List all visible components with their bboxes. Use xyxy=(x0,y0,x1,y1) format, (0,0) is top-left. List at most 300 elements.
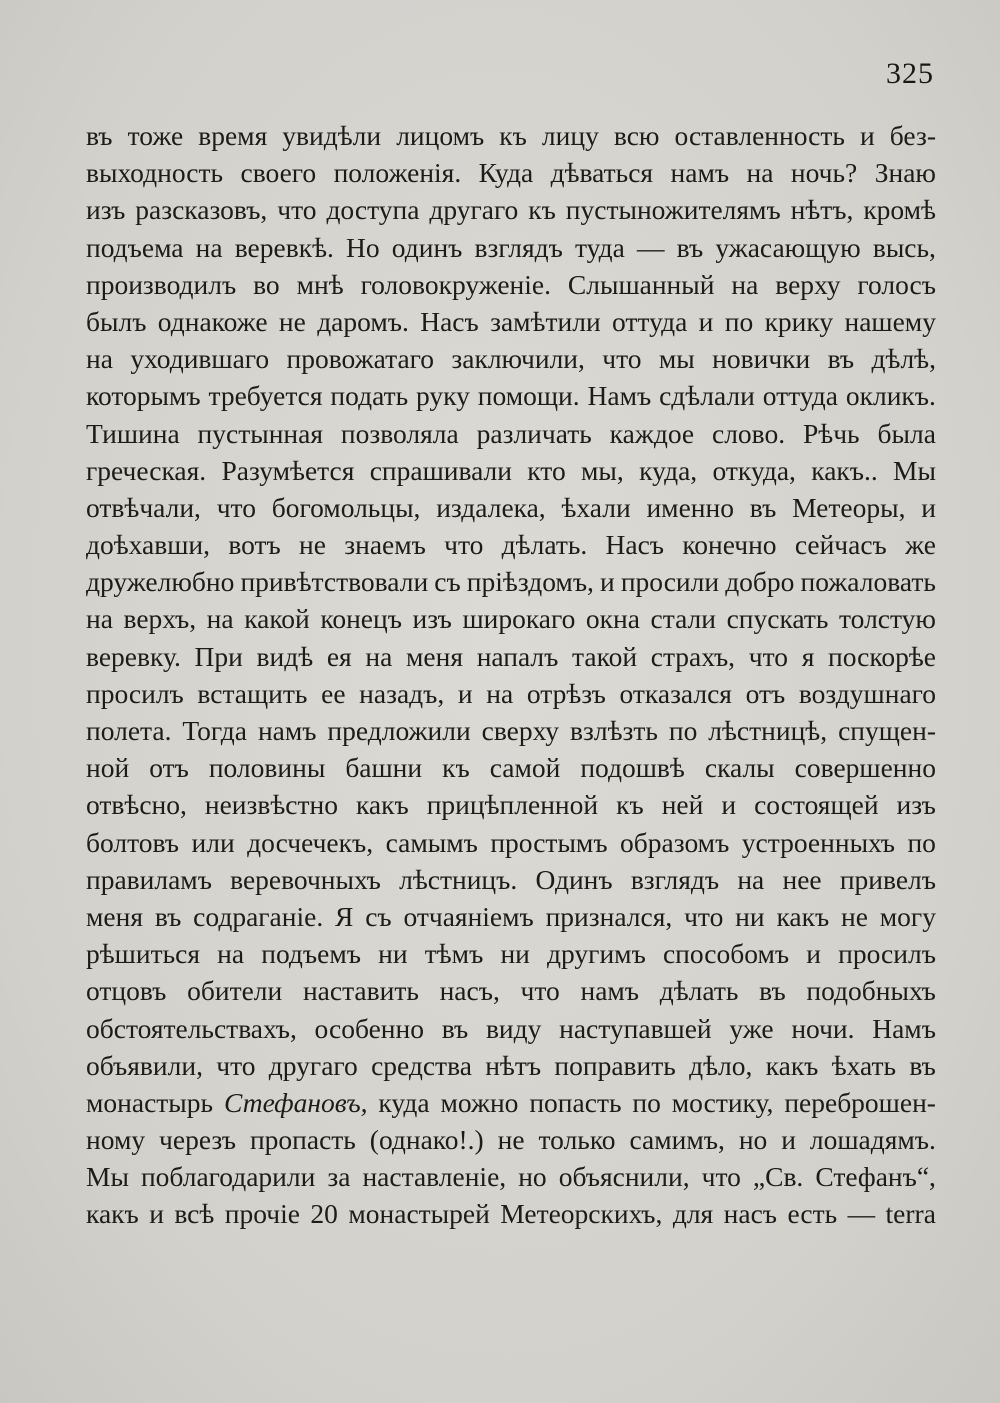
word: мостику, xyxy=(671,1086,774,1118)
word: какъ xyxy=(765,1049,819,1081)
word: пожаловать xyxy=(800,566,936,598)
word: ному xyxy=(86,1124,146,1156)
word: самымъ xyxy=(385,826,478,858)
word: отцовъ xyxy=(86,975,167,1007)
word: увидѣли xyxy=(282,120,382,151)
word: пріѣздомъ, xyxy=(466,566,594,598)
word: объявили, xyxy=(86,1049,203,1081)
word: состоящей xyxy=(754,789,879,821)
text-line xyxy=(86,972,936,1009)
word: лицу xyxy=(541,120,599,151)
word: другаго xyxy=(429,194,519,226)
word: по xyxy=(668,715,698,746)
word: средства xyxy=(371,1049,472,1081)
word: монастырей xyxy=(348,1198,490,1230)
word: уже xyxy=(729,1012,774,1044)
word: другимъ xyxy=(547,938,646,970)
word: что xyxy=(216,491,256,523)
word: воздушнаго xyxy=(798,677,936,709)
word: не xyxy=(278,305,306,337)
word: полета. xyxy=(86,715,172,746)
page-number: 325 xyxy=(886,57,934,90)
word: ней xyxy=(661,789,704,821)
word: ни xyxy=(735,900,765,932)
word: ночи. xyxy=(791,1012,855,1044)
word: пропасть xyxy=(249,1124,356,1156)
word: наступавшей xyxy=(559,1012,712,1044)
word: въ xyxy=(759,975,786,1007)
word: дѣлѣ, xyxy=(871,343,936,375)
word: ее xyxy=(321,677,346,709)
word: сейчасъ xyxy=(794,529,887,561)
word: нашему xyxy=(844,305,936,337)
word: съ xyxy=(434,566,461,598)
word: совершенно xyxy=(794,752,936,784)
word: обстоятельствахъ, xyxy=(86,1012,297,1044)
word: разсказовъ, xyxy=(135,194,268,226)
word: именно xyxy=(646,491,734,523)
word: различать xyxy=(476,417,592,449)
word: Рѣчь xyxy=(803,417,860,449)
word: нѣтъ, xyxy=(790,194,854,226)
word: вотъ xyxy=(228,529,281,561)
word: руку xyxy=(416,380,470,412)
word: лѣстницѣ, xyxy=(708,715,828,746)
word: широкаго xyxy=(462,603,576,635)
word: Намъ xyxy=(872,1012,936,1044)
word: страхъ, xyxy=(650,640,736,672)
word: насъ xyxy=(723,1198,778,1230)
text-line xyxy=(86,303,936,340)
text-line xyxy=(86,1084,936,1121)
word: за xyxy=(327,1161,351,1193)
word: Разумѣется xyxy=(221,454,355,486)
word: переброшен- xyxy=(784,1086,936,1118)
word: была xyxy=(877,417,936,449)
word: всю xyxy=(613,120,660,151)
word: правиламъ xyxy=(86,863,212,895)
word: предложили xyxy=(327,715,471,746)
word: изъ xyxy=(86,194,126,226)
word: мнѣ xyxy=(296,268,344,300)
word: можно xyxy=(440,1086,519,1118)
word: къ xyxy=(616,789,644,821)
word: отъ xyxy=(745,677,786,709)
text-line xyxy=(86,1010,936,1047)
word: спущен- xyxy=(838,715,936,746)
word: или xyxy=(191,826,235,858)
word: привелъ xyxy=(839,863,936,895)
word: и xyxy=(600,566,615,598)
word: производилъ xyxy=(86,268,237,300)
word: половины xyxy=(208,752,326,784)
word: ея xyxy=(326,640,352,672)
word: крику xyxy=(764,305,834,337)
text-line xyxy=(86,154,936,191)
word: верху xyxy=(775,268,841,300)
word: кромѣ xyxy=(863,194,936,226)
word: туда xyxy=(575,231,625,263)
word: откуда, xyxy=(712,454,796,486)
text-line xyxy=(86,861,936,898)
word: въ xyxy=(749,491,777,523)
text-line xyxy=(86,600,936,637)
text-line xyxy=(86,712,936,749)
word: голосъ xyxy=(857,268,936,300)
word: въ xyxy=(909,1049,936,1081)
word: ни xyxy=(500,938,530,970)
word: слово. xyxy=(712,417,786,449)
word: поблагодарили xyxy=(140,1161,316,1193)
word: но xyxy=(518,1161,547,1193)
word: головокруженіе. xyxy=(360,268,551,300)
word: и xyxy=(457,677,473,709)
word: Мы xyxy=(86,1161,129,1193)
word: ѣхали xyxy=(561,491,631,523)
word: своего xyxy=(240,157,317,189)
word: требуется xyxy=(208,380,323,412)
word: Знаю xyxy=(874,157,936,189)
word: къ xyxy=(442,752,470,784)
word: что xyxy=(684,900,724,932)
text-line xyxy=(86,489,936,526)
word: подобныхъ xyxy=(806,975,936,1007)
word: стали xyxy=(650,603,716,635)
word: способомъ xyxy=(662,938,790,970)
word: веревкѣ. xyxy=(234,231,334,263)
word: дѣлать xyxy=(659,975,739,1007)
word: дѣлать. xyxy=(501,529,588,561)
word: Тогда xyxy=(182,715,247,746)
word: неизвѣстно xyxy=(204,789,338,821)
word: во xyxy=(253,268,280,300)
word: „Св. xyxy=(752,1161,804,1193)
word: Я xyxy=(335,900,354,932)
word: тѣмъ xyxy=(424,938,484,970)
text-line xyxy=(86,824,936,861)
word: Слышанный xyxy=(567,268,715,300)
word: добро xyxy=(725,566,795,598)
word: въ xyxy=(154,900,182,932)
word: какъ xyxy=(776,900,830,932)
word: назадъ, xyxy=(359,677,445,709)
word: былъ xyxy=(86,305,147,337)
word: подъемъ xyxy=(261,938,361,970)
text-line xyxy=(86,526,936,563)
word: и xyxy=(698,305,714,337)
word: поскорѣе xyxy=(828,640,936,672)
word: сверху xyxy=(481,715,560,746)
word: привѣтствовали xyxy=(240,566,429,598)
text-line xyxy=(86,749,936,786)
word: въ xyxy=(86,120,113,151)
word: другаго xyxy=(268,1049,358,1081)
text-line xyxy=(86,675,936,712)
word: скалы xyxy=(704,752,775,784)
word: куда, xyxy=(639,454,698,486)
word: поправить xyxy=(554,1049,676,1081)
word: досчечекъ, xyxy=(247,826,374,858)
word: окликъ. xyxy=(845,380,936,412)
word: къ xyxy=(528,194,556,226)
text-line xyxy=(86,898,936,935)
word: даромъ. xyxy=(317,305,409,337)
word: одинъ xyxy=(391,231,463,263)
word: Насъ xyxy=(605,529,665,561)
word: Метеорскихъ, xyxy=(500,1198,663,1230)
word: не xyxy=(299,529,326,561)
word: высь, xyxy=(872,231,936,263)
word: что xyxy=(277,194,317,226)
body-text xyxy=(86,117,936,1233)
word: Но xyxy=(346,231,380,263)
word: Мы xyxy=(893,454,936,486)
word: на xyxy=(217,938,245,970)
text-line xyxy=(86,1121,936,1158)
word: и xyxy=(149,1198,164,1230)
word: такой xyxy=(572,640,638,672)
text-line xyxy=(86,415,936,452)
word: заключили, xyxy=(451,343,585,375)
word: особенно xyxy=(314,1012,424,1044)
word: содраганіе. xyxy=(193,900,324,932)
word: простымъ xyxy=(490,826,608,858)
word: наставить xyxy=(302,975,419,1007)
text-line xyxy=(86,117,936,154)
word: черезъ xyxy=(159,1124,236,1156)
word: отвѣсно, xyxy=(86,789,187,821)
word: на xyxy=(746,157,774,189)
word: веревку. xyxy=(86,640,181,672)
word: обители xyxy=(187,975,283,1007)
word: оттуда xyxy=(612,305,688,337)
word: но xyxy=(738,1124,768,1156)
word: на xyxy=(206,603,234,635)
word: и xyxy=(921,491,936,523)
word: изъ xyxy=(412,603,452,635)
text-line xyxy=(86,935,936,972)
word: оставленность xyxy=(674,120,845,151)
word: спускать xyxy=(726,603,829,635)
word: устроенныхъ xyxy=(741,826,895,858)
word: самимъ, xyxy=(629,1124,725,1156)
word: оттуда xyxy=(762,380,838,412)
word: спрашивали xyxy=(369,454,512,486)
word: дружелюбно xyxy=(86,566,235,598)
word: отъ xyxy=(149,752,189,784)
word: въ xyxy=(676,231,704,263)
word: просилъ xyxy=(838,938,936,970)
word: 20 xyxy=(310,1198,338,1230)
word: что xyxy=(602,343,642,375)
word: Тишина xyxy=(86,417,180,449)
word: — xyxy=(847,1198,876,1230)
word: взлѣзть xyxy=(570,715,658,746)
word: положенія. xyxy=(333,157,462,189)
text-line xyxy=(86,340,936,377)
word: и xyxy=(860,120,875,151)
word: объяснили, xyxy=(558,1161,690,1193)
word: встащить xyxy=(197,677,308,709)
word: всѣ xyxy=(174,1198,215,1230)
word: пустыножителямъ xyxy=(565,194,781,226)
word: дѣваться xyxy=(550,157,654,189)
word: что xyxy=(444,529,484,561)
word: позволяла xyxy=(340,417,459,449)
word: время xyxy=(198,120,268,151)
word: въ xyxy=(441,1012,469,1044)
word: — xyxy=(637,231,665,263)
word: (однако!.) xyxy=(369,1124,484,1156)
word: конецъ xyxy=(320,603,402,635)
word: Метеоры, xyxy=(792,491,906,523)
word: При xyxy=(194,640,243,672)
word: и xyxy=(781,1124,796,1156)
word: попасть xyxy=(529,1086,622,1118)
word: взглядъ xyxy=(630,863,720,895)
word: Намъ xyxy=(587,380,652,412)
word: по xyxy=(724,305,754,337)
word: подошвѣ xyxy=(580,752,685,784)
word: только xyxy=(538,1124,616,1156)
word: доѣхавши, xyxy=(86,529,211,561)
word: на xyxy=(486,677,514,709)
word: на xyxy=(86,603,113,635)
word: отчаяніемъ xyxy=(403,900,534,932)
word: наставленіе, xyxy=(362,1161,507,1193)
word: рѣшиться xyxy=(86,938,200,970)
word: Стефанъ“, xyxy=(815,1161,936,1193)
word: замѣтили xyxy=(490,305,601,337)
word: что xyxy=(520,975,560,1007)
word: ночь? xyxy=(790,157,858,189)
word: богомольцы, xyxy=(271,491,421,523)
word: признался, xyxy=(545,900,673,932)
word: на xyxy=(195,231,223,263)
word: что xyxy=(748,640,788,672)
word: есть xyxy=(787,1198,838,1230)
text-line xyxy=(86,563,936,600)
word: подать xyxy=(330,380,409,412)
word: ужасающую xyxy=(715,231,861,263)
word: ни xyxy=(378,938,408,970)
word: пустынная xyxy=(197,417,324,449)
word: образомъ xyxy=(620,826,730,858)
word: помощи. xyxy=(477,380,580,412)
text-line xyxy=(86,229,936,266)
word: лѣстницъ. xyxy=(399,863,518,895)
word: которымъ xyxy=(86,380,201,412)
word: могу xyxy=(879,900,936,932)
word: намъ xyxy=(670,157,730,189)
word: и xyxy=(721,789,737,821)
word: доступа xyxy=(326,194,420,226)
word: Стефановъ, xyxy=(223,1086,368,1118)
word: верхъ, xyxy=(123,603,197,635)
word: же xyxy=(905,529,936,561)
word: Одинъ xyxy=(535,863,613,895)
word: взглядъ xyxy=(474,231,563,263)
word: веревочныхъ xyxy=(230,863,381,895)
text-line xyxy=(86,638,936,675)
word: какъ xyxy=(86,1198,139,1230)
word: нѣтъ xyxy=(485,1049,542,1081)
word: напалъ xyxy=(476,640,559,672)
word: я xyxy=(801,640,815,672)
word: просилъ xyxy=(86,677,184,709)
word: подъема xyxy=(86,231,184,263)
word: башни xyxy=(345,752,423,784)
word: меня xyxy=(406,640,463,672)
text-line xyxy=(86,1195,936,1232)
text-line xyxy=(86,452,936,489)
word: на xyxy=(731,268,759,300)
word: уходившаго xyxy=(130,343,270,375)
word: просили xyxy=(620,566,720,598)
word: толстую xyxy=(839,603,936,635)
word: греческая. xyxy=(86,454,207,486)
word: каждое xyxy=(609,417,695,449)
word: насъ, xyxy=(439,975,500,1007)
word: кто xyxy=(527,454,566,486)
text-line xyxy=(86,1158,936,1195)
word: и xyxy=(806,938,821,970)
word: провожатаго xyxy=(286,343,435,375)
word: выходность xyxy=(86,157,224,189)
word: отрѣзъ xyxy=(526,677,606,709)
word: отвѣчали, xyxy=(86,491,201,523)
word: для xyxy=(672,1198,714,1230)
word: самой xyxy=(489,752,561,784)
word: нее xyxy=(782,863,822,895)
word: на xyxy=(86,343,113,375)
word: изъ xyxy=(896,789,936,821)
text-line xyxy=(86,377,936,414)
word: болтовъ xyxy=(86,826,180,858)
word: лошадямъ. xyxy=(809,1124,936,1156)
word: на xyxy=(365,640,393,672)
word: лицомъ xyxy=(396,120,485,151)
word: что xyxy=(216,1049,256,1081)
word: Насъ xyxy=(420,305,479,337)
text-line xyxy=(86,191,936,228)
word: съ xyxy=(365,900,392,932)
word: меня xyxy=(86,900,143,932)
word: дѣло, xyxy=(689,1049,753,1081)
word: издалека, xyxy=(436,491,546,523)
text-line xyxy=(86,786,936,823)
text-line xyxy=(86,1047,936,1084)
word: однакоже xyxy=(157,305,268,337)
word: виду xyxy=(485,1012,542,1044)
word: въ xyxy=(827,343,855,375)
word: мы xyxy=(658,343,695,375)
word: какъ xyxy=(355,789,409,821)
word: не xyxy=(497,1124,525,1156)
word: ной xyxy=(86,752,130,784)
word: знаемъ xyxy=(344,529,426,561)
word: окна xyxy=(585,603,640,635)
word: новички xyxy=(712,343,811,375)
word: какъ.. xyxy=(811,454,878,486)
word: ѣхать xyxy=(831,1049,897,1081)
word: прицѣпленной xyxy=(426,789,599,821)
word: по xyxy=(632,1086,661,1118)
text-line xyxy=(86,266,936,303)
word: на xyxy=(737,863,765,895)
word: что xyxy=(701,1161,741,1193)
word: отказался xyxy=(619,677,732,709)
